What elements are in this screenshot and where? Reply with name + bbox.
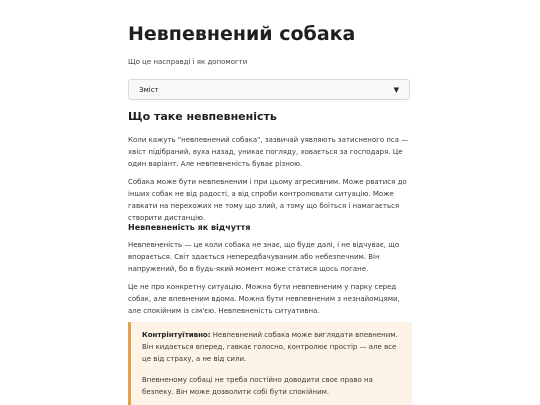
section-heading-insecurity-as-feeling: Невпевненість як відчуття — [128, 223, 251, 232]
section-heading-what-is-insecurity: Що таке невпевненість — [128, 110, 277, 123]
section-1-paragraph-1: Коли кажуть "невпевнений собака", зазвичай уявляють затисненого пса — хвіст підібраний, вуха назад, уникає погляду, ховається за господаря. Це один варіант. Але невпевненість буває різною. — [128, 136, 409, 168]
callout-paragraph-1 — [142, 329, 400, 365]
table-of-contents-toggle[interactable] — [128, 79, 410, 100]
page-subtitle: Що це насправді і як допомогти — [128, 58, 248, 66]
callout-text: Невпевнений собака може виглядати впевненим. Він кидається вперед, гавкає голосно, контролює простір — але все це від страху, а не від сили. — [142, 331, 398, 363]
chevron-down-icon: ▼ — [393, 86, 399, 94]
page-title: Невпевнений собака — [128, 23, 356, 45]
toc-label: Зміст — [139, 86, 159, 94]
section-2-paragraph-2: Це не про конкретну ситуацію. Можна бути невпевненим у парку серед собак, але впевненим вдома. Можна бути невпевненим з незнайомцями, але спокійним із сім'єю. Невпевненість ситуативна. — [128, 283, 400, 315]
counterintuitive-callout — [128, 322, 412, 405]
section-1-paragraph-2: Собака може бути невпевненим і при цьому агресивним. Може рватися до інших собак не від радості, а від спроби контролювати ситуацію. Може гавкати на перехожих не тому що злий, а тому що боїться і намагається створити дистанцію. — [128, 178, 407, 222]
callout-paragraph-2: Впевненому собаці не треба постійно доводити своє право на безпеку. Він може дозволити собі бути спокійним. — [142, 376, 373, 396]
callout-label: Контрінтуїтивно: — [142, 331, 211, 339]
section-2-paragraph-1: Невпевненість — це коли собака не знає, що буде далі, і не відчуває, що впорається. Світ здається непередбачуваним або небезпечним. Він напружений, бо в будь-який момент може статися щось погане. — [128, 241, 400, 273]
